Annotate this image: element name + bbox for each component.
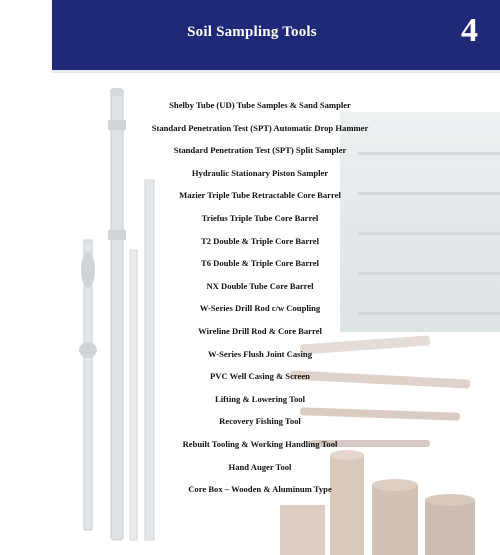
tool-item: Hydraulic Stationary Piston Sampler [191, 167, 329, 178]
tool-item: Rebuilt Tooling & Working Handling Tool [182, 438, 338, 449]
piston-sampler-illustration [79, 240, 97, 530]
section-title: Soil Sampling Tools [187, 24, 317, 40]
tool-item: Lifting & Lowering Tool [214, 393, 305, 404]
tool-item: W-Series Drill Rod c/w Coupling [199, 303, 321, 314]
tool-item: Shelby Tube (UD) Tube Samples & Sand Sampler [169, 100, 351, 110]
tool-item: Standard Penetration Test (SPT) Split Sampler [173, 145, 347, 156]
tool-item: Recovery Fishing Tool [219, 416, 301, 427]
tool-item: Standard Penetration Test (SPT) Automatic Drop Hammer [151, 122, 369, 133]
tool-item: W-Series Flush Joint Casing [207, 348, 312, 359]
tool-item: Hand Auger Tool [228, 461, 292, 472]
tool-item: T6 Double & Triple Core Barrel [201, 258, 319, 269]
tool-item: Triefus Triple Tube Core Barrel [201, 212, 319, 223]
tool-item: Mazier Triple Tube Retractable Core Barrel [179, 190, 341, 201]
tool-item: T2 Double & Triple Core Barrel [201, 235, 319, 246]
tool-list [110, 94, 410, 501]
chapter-number: 4 [461, 12, 478, 49]
tool-item: PVC Well Casing & Screen [210, 371, 310, 382]
tool-item: Wireline Drill Rod & Core Barrel [198, 325, 322, 336]
tool-item: NX Double Tube Core Barrel [206, 280, 314, 291]
tool-item: Core Box – Wooden & Aluminum Type [188, 484, 332, 495]
